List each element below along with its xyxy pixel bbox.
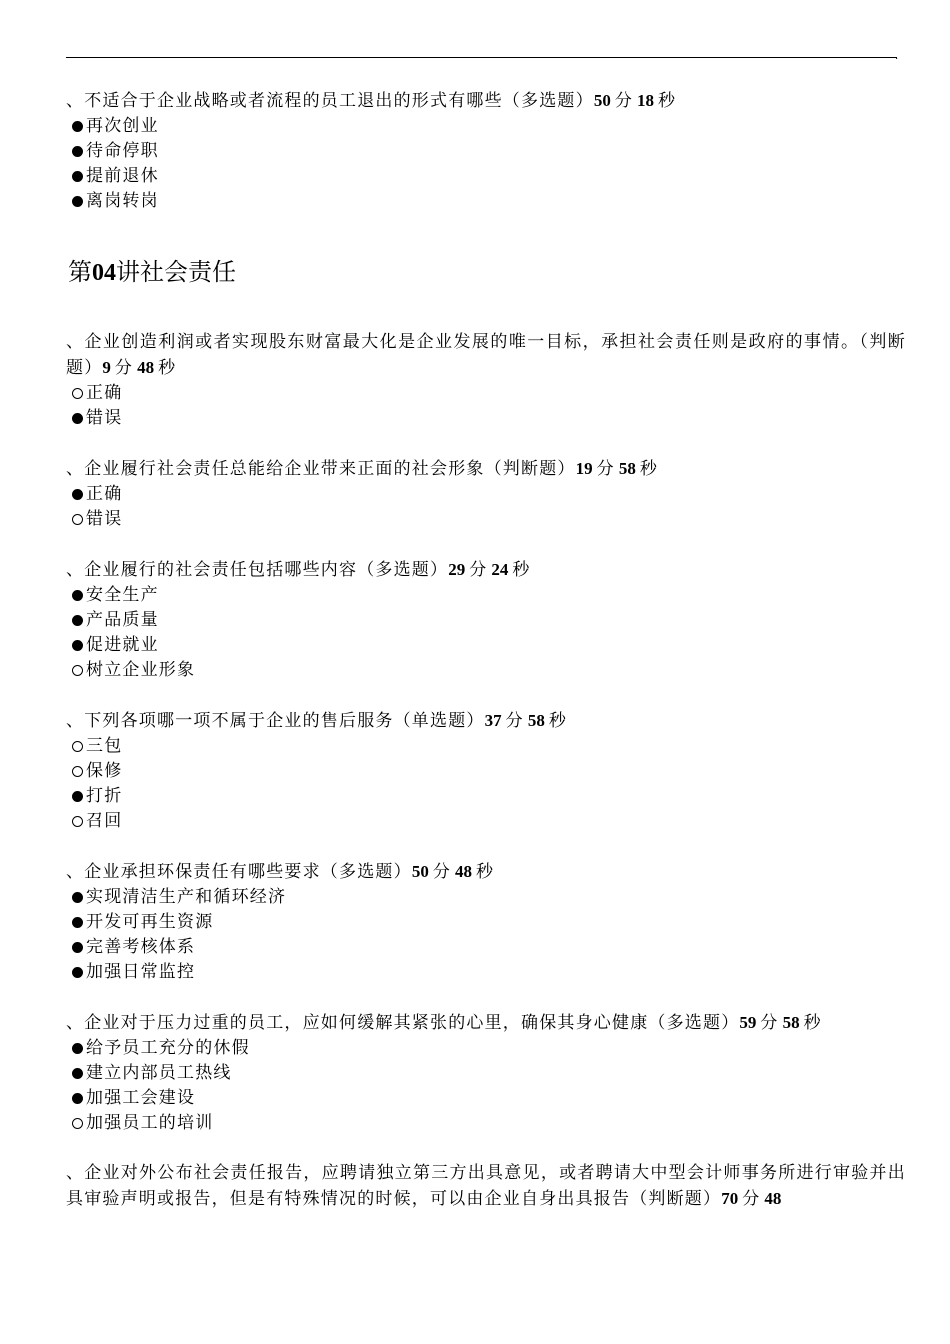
filled-dot-icon xyxy=(72,640,83,651)
question-item xyxy=(66,1010,906,1136)
time-minutes-unit: 分 xyxy=(614,91,634,111)
filled-dot-icon xyxy=(72,917,83,928)
filled-dot-icon xyxy=(72,1043,83,1054)
option-label: 待命停职 xyxy=(86,141,159,161)
option-label: 安全生产 xyxy=(86,585,159,605)
time-seconds: 58 xyxy=(618,459,636,478)
question-text xyxy=(66,708,906,734)
empty-circle-icon xyxy=(72,665,83,676)
filled-dot-icon xyxy=(72,967,83,978)
option-item xyxy=(66,164,906,189)
option-label: 打折 xyxy=(86,786,123,806)
empty-circle-icon xyxy=(72,1118,83,1129)
option-item xyxy=(66,1111,906,1136)
question-item xyxy=(66,859,906,985)
time-seconds: 58 xyxy=(782,1013,800,1032)
question-text xyxy=(66,88,906,114)
question-stem: 、企业对于压力过重的员工，应如何缓解其紧张的心里，确保其身心健康（多选题） xyxy=(66,1013,740,1033)
option-item xyxy=(66,381,906,406)
option-item xyxy=(66,633,906,658)
question-stem: 、不适合于企业战略或者流程的员工退出的形式有哪些（多选题） xyxy=(66,91,594,111)
question-item xyxy=(66,557,906,683)
question-stem: 、下列各项哪一项不属于企业的售后服务（单选题） xyxy=(66,711,485,731)
option-item xyxy=(66,1061,906,1086)
filled-dot-icon xyxy=(72,615,83,626)
filled-dot-icon xyxy=(72,942,83,953)
option-item xyxy=(66,759,906,784)
question-item xyxy=(66,330,906,431)
empty-circle-icon xyxy=(72,741,83,752)
time-minutes-unit: 分 xyxy=(760,1013,779,1033)
option-item xyxy=(66,784,906,809)
filled-dot-icon xyxy=(72,196,83,207)
option-label: 离岗转岗 xyxy=(86,191,159,211)
option-label: 三包 xyxy=(86,736,123,756)
option-label: 错误 xyxy=(86,408,123,428)
option-label: 保修 xyxy=(86,761,123,781)
option-label: 开发可再生资源 xyxy=(86,912,214,932)
time-seconds-unit: 秒 xyxy=(158,358,177,378)
time-minutes-unit: 分 xyxy=(114,358,134,378)
time-seconds-unit: 秒 xyxy=(476,862,495,882)
time-minutes-unit: 分 xyxy=(742,1189,761,1209)
empty-circle-icon xyxy=(72,766,83,777)
filled-dot-icon xyxy=(72,1093,83,1104)
option-label: 正确 xyxy=(86,484,123,504)
time-minutes: 50 xyxy=(593,91,611,110)
empty-circle-icon xyxy=(72,816,83,827)
empty-circle-icon xyxy=(72,514,83,525)
question-group-section xyxy=(66,330,906,1212)
time-minutes: 59 xyxy=(739,1013,757,1032)
option-item xyxy=(66,482,906,507)
time-minutes: 70 xyxy=(721,1189,739,1208)
time-minutes-unit: 分 xyxy=(469,560,488,580)
filled-dot-icon xyxy=(72,489,83,500)
question-item xyxy=(66,88,906,214)
option-item xyxy=(66,1036,906,1061)
time-seconds-unit: 秒 xyxy=(548,711,568,731)
option-list xyxy=(66,734,906,834)
option-item xyxy=(66,583,906,608)
time-minutes: 19 xyxy=(575,459,593,478)
option-label: 树立企业形象 xyxy=(86,660,196,680)
option-item xyxy=(66,507,906,532)
option-list xyxy=(66,885,906,985)
time-seconds: 48 xyxy=(764,1189,782,1208)
question-item xyxy=(66,708,906,834)
option-label: 实现清洁生产和循环经济 xyxy=(86,887,287,907)
option-list xyxy=(66,1036,906,1136)
option-item xyxy=(66,734,906,759)
option-list xyxy=(66,482,906,532)
option-item xyxy=(66,114,906,139)
time-seconds-unit: 秒 xyxy=(658,91,677,111)
document-body xyxy=(66,88,906,1212)
time-seconds: 24 xyxy=(491,560,509,579)
question-text xyxy=(66,330,906,381)
filled-dot-icon xyxy=(72,413,83,424)
question-group-previous xyxy=(66,88,906,214)
option-item xyxy=(66,406,906,431)
option-label: 产品质量 xyxy=(86,610,159,630)
option-label: 提前退休 xyxy=(86,166,159,186)
section-prefix: 第 xyxy=(68,258,92,286)
question-stem: 、企业创造利润或者实现股东财富最大化是企业发展的唯一目标，承担社会责任则是政府的事情。（判断题） xyxy=(66,332,906,378)
option-label: 再次创业 xyxy=(86,116,159,136)
option-label: 给予员工充分的休假 xyxy=(86,1038,250,1058)
time-seconds: 48 xyxy=(455,862,473,881)
section-number: 04 xyxy=(92,260,116,286)
section-title: 讲社会责任 xyxy=(116,258,236,286)
filled-dot-icon xyxy=(72,892,83,903)
header-rule-mark: . xyxy=(895,51,899,62)
option-list xyxy=(66,583,906,683)
option-item xyxy=(66,1086,906,1111)
time-seconds: 48 xyxy=(137,358,155,377)
time-minutes: 50 xyxy=(411,862,429,881)
option-item xyxy=(66,960,906,985)
question-text xyxy=(66,859,906,885)
option-item xyxy=(66,608,906,633)
filled-dot-icon xyxy=(72,121,83,132)
time-minutes-unit: 分 xyxy=(596,459,615,479)
question-stem: 、企业履行社会责任总能给企业带来正面的社会形象（判断题） xyxy=(66,459,576,479)
time-minutes: 9 xyxy=(102,358,111,377)
option-item xyxy=(66,809,906,834)
option-item xyxy=(66,910,906,935)
time-minutes: 37 xyxy=(484,711,502,730)
question-text xyxy=(66,456,906,482)
time-seconds: 18 xyxy=(637,91,655,110)
time-minutes-unit: 分 xyxy=(505,711,524,731)
option-item xyxy=(66,658,906,683)
option-item xyxy=(66,885,906,910)
question-stem: 、企业承担环保责任有哪些要求（多选题） xyxy=(66,862,412,882)
option-list xyxy=(66,114,906,214)
header-rule xyxy=(66,57,897,58)
option-item xyxy=(66,139,906,164)
question-text xyxy=(66,1010,906,1036)
time-minutes: 29 xyxy=(448,560,466,579)
time-minutes-unit: 分 xyxy=(432,862,452,882)
option-item xyxy=(66,189,906,214)
option-label: 建立内部员工热线 xyxy=(86,1063,232,1083)
time-seconds-unit: 秒 xyxy=(639,459,659,479)
question-stem: 、企业履行的社会责任包括哪些内容（多选题） xyxy=(66,560,449,580)
option-label: 加强员工的培训 xyxy=(86,1113,214,1133)
question-item xyxy=(66,456,906,532)
time-seconds-unit: 秒 xyxy=(803,1013,822,1033)
option-label: 加强日常监控 xyxy=(86,962,196,982)
filled-dot-icon xyxy=(72,1068,83,1079)
filled-dot-icon xyxy=(72,791,83,802)
option-label: 完善考核体系 xyxy=(86,937,196,957)
filled-dot-icon xyxy=(72,146,83,157)
filled-dot-icon xyxy=(72,590,83,601)
empty-circle-icon xyxy=(72,388,83,399)
option-label: 促进就业 xyxy=(86,635,159,655)
section-heading xyxy=(68,257,906,288)
question-text xyxy=(66,1161,906,1212)
option-label: 召回 xyxy=(86,811,123,831)
question-item xyxy=(66,1161,906,1212)
question-stem: 、企业对外公布社会责任报告，应聘请独立第三方出具意见，或者聘请大中型会计师事务所进行审验并出具审验声明或报告，但是有特殊情况的时候，可以由企业自身出具报告（判断题） xyxy=(66,1163,906,1209)
option-list xyxy=(66,381,906,431)
option-label: 错误 xyxy=(86,509,123,529)
question-text xyxy=(66,557,906,583)
filled-dot-icon xyxy=(72,171,83,182)
option-label: 加强工会建设 xyxy=(86,1088,196,1108)
option-label: 正确 xyxy=(86,383,123,403)
time-seconds: 58 xyxy=(527,711,545,730)
option-item xyxy=(66,935,906,960)
time-seconds-unit: 秒 xyxy=(512,560,531,580)
